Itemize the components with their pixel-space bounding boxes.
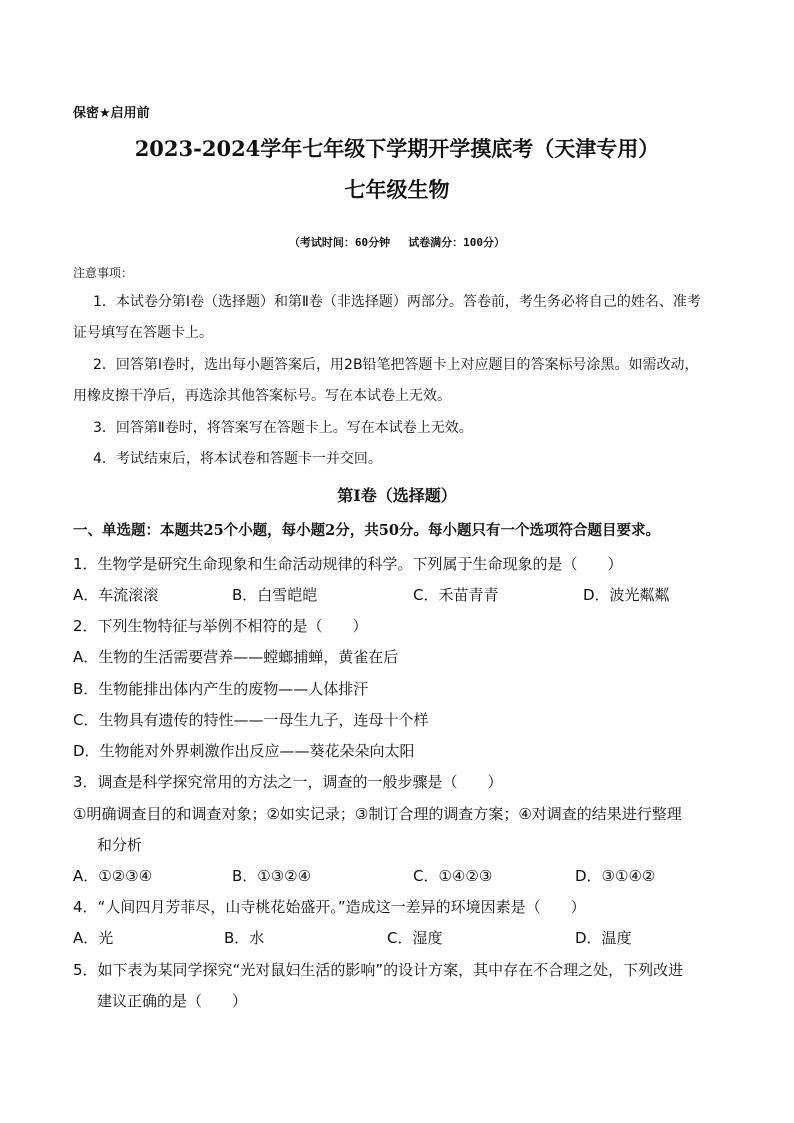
question-4-option-a: A．光 — [73, 929, 114, 947]
question-4-option-c: C．湿度 — [387, 929, 443, 947]
question-4-option-d: D．温度 — [575, 929, 632, 947]
question-3-option-b: B．①③②④ — [232, 867, 312, 885]
question-4-option-b: B．水 — [224, 929, 265, 947]
question-3-description: ①明确调查目的和调查对象；②如实记录；③制订合理的调查方案；④对调查的结果进行整理 — [73, 805, 682, 823]
exam-time: （考试时间：60分钟 — [288, 236, 391, 249]
question-4-stem: 4．“人间四月芳菲尽，山寺桃花始盛开。”造成这一差异的环境因素是（ ） — [73, 898, 586, 916]
question-2-option-a: A．生物的生活需要营养——螳螂捕蝉，黄雀在后 — [73, 648, 399, 666]
section-instruction: 一、单选题：本题共25个小题，每小题2分，共50分。每小题只有一个选项符合题目要求。 — [73, 522, 660, 539]
question-1-option-c: C．禾苗青青 — [413, 586, 499, 604]
notice-item-1: 1．本试卷分第Ⅰ卷（选择题）和第Ⅱ卷（非选择题）两部分。答卷前，考生务必将自己的姓名、准考 证号填写在答题卡上。 — [73, 294, 701, 341]
question-5-stem: 5．如下表为某同学探究“光对鼠妇生活的影响”的设计方案，其中存在不合理之处，下列改进 — [73, 961, 684, 979]
notice-item-3: 3．回答第Ⅱ卷时，将答案写在答题卡上。写在本试卷上无效。 — [93, 420, 473, 436]
question-3-stem: 3．调查是科学探究常用的方法之一，调查的一般步骤是（ ） — [73, 773, 503, 791]
question-2-stem: 2．下列生物特征与举例不相符的是（ ） — [73, 617, 368, 635]
exam-subject: 七年级生物 — [344, 177, 450, 202]
section-title: 第Ⅰ卷（选择题） — [337, 486, 457, 505]
notice-item-4: 4．考试结束后，将本试卷和答题卡一并交回。 — [93, 451, 382, 467]
exam-info — [0, 234, 794, 250]
question-2-option-b: B．生物能排出体内产生的废物——人体排汗 — [73, 680, 369, 698]
question-3-description-cont: 和分析 — [97, 836, 143, 854]
exam-title: 2023-2024学年七年级下学期开学摸底考（天津专用） — [134, 136, 660, 161]
question-3-option-a: A．①②③④ — [73, 867, 153, 885]
question-1-option-d: D．波光粼粼 — [583, 586, 670, 604]
exam-score: 试卷满分：100分） — [408, 236, 506, 249]
notice-item-2: 2．回答第Ⅰ卷时，选出每小题答案后，用2B铅笔把答题卡上对应题目的答案标号涂黑。如需改动， 用橡皮擦干净后，再选涂其他答案标号。写在本试卷上无效。 — [73, 357, 699, 404]
confidential-mark: 保密★启用前 — [73, 106, 150, 121]
question-2-option-c: C．生物具有遗传的特性——一母生九子，连母十个样 — [73, 711, 429, 729]
question-3-option-d: D．③①④② — [575, 867, 656, 885]
question-2-option-d: D．生物能对外界刺激作出反应——葵花朵朵向太阳 — [73, 742, 415, 760]
question-1-option-b: B．白雪皑皑 — [232, 586, 318, 604]
question-5-stem-cont: 建议正确的是（ ） — [97, 992, 248, 1010]
question-1-stem: 1．生物学是研究生命现象和生命活动规律的科学。下列属于生命现象的是（ ） — [73, 555, 623, 573]
question-1-option-a: A．车流滚滚 — [73, 586, 159, 604]
notice-label: 注意事项： — [73, 266, 134, 280]
question-3-option-c: C．①④②③ — [413, 867, 493, 885]
